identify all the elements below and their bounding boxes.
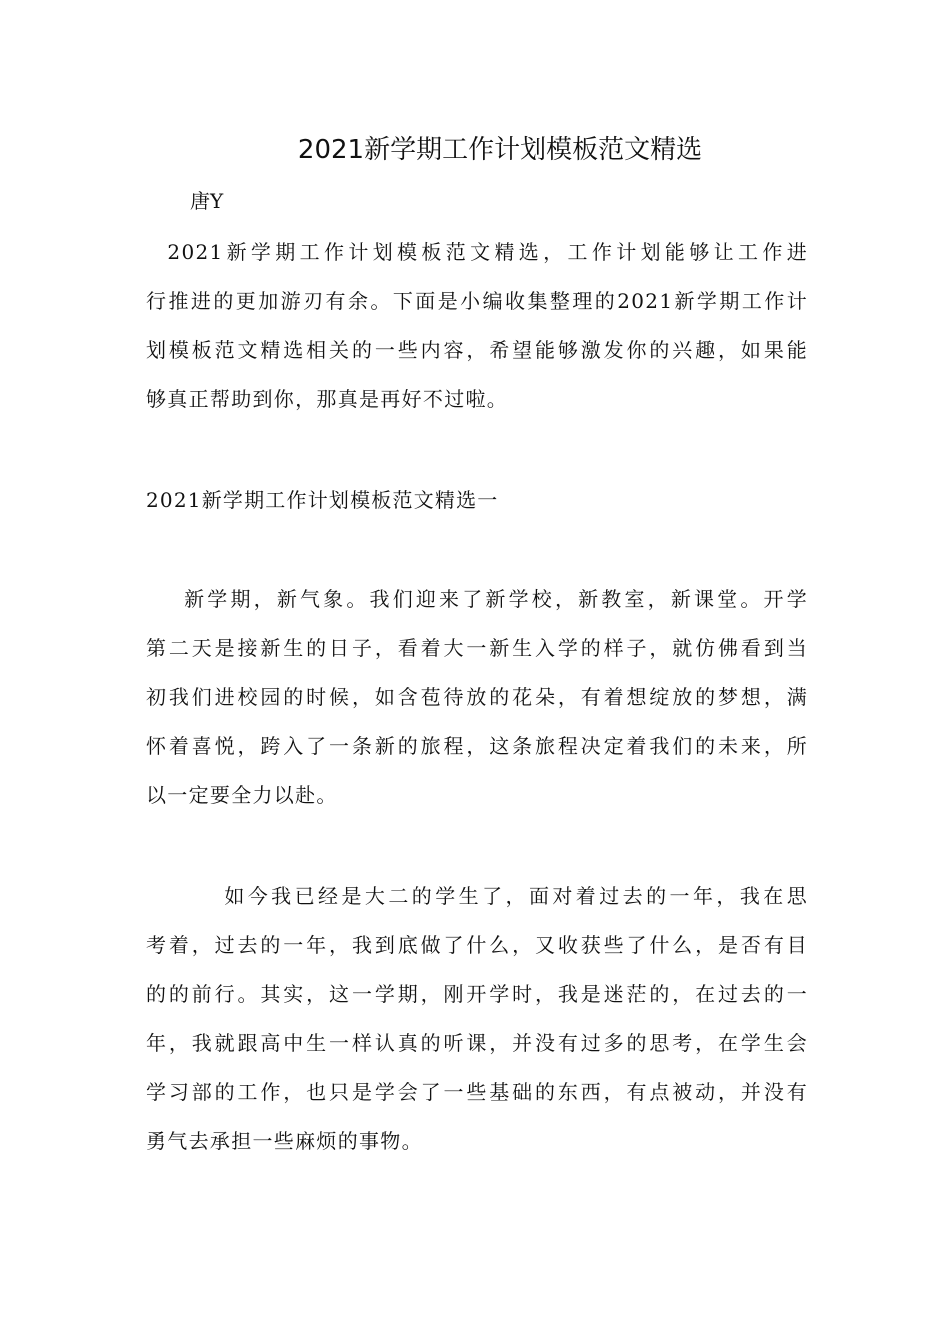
paragraph-line: 勇气去承担一些麻烦的事物。 [146,1129,423,1153]
document-title: 2021新学期工作计划模板范文精选 [297,135,703,165]
body-paragraph-2 [146,872,808,1166]
paragraph-line: 年，我就跟高中生一样认真的听课，并没有过多的思考，在学生会 [146,1031,808,1055]
intro-line: 划模板范文精选相关的一些内容，希望能够激发你的兴趣，如果能 [146,338,808,362]
intro-line: 行推进的更加游刃有余。下面是小编收集整理的2021新学期工作计 [146,289,808,313]
document-author: 唐Y [190,189,224,213]
paragraph-line: 的的前行。其实，这一学期，刚开学时，我是迷茫的，在过去的一 [146,982,808,1006]
paragraph-line: 如今我已经是大二的学生了，面对着过去的一年，我在思 [146,884,808,908]
paragraph-line: 考着，过去的一年，我到底做了什么，又收获些了什么，是否有目 [146,933,808,957]
intro-line: 2021新学期工作计划模板范文精选，工作计划能够让工作进 [146,240,808,264]
section-heading-text: 2021新学期工作计划模板范文精选一 [146,488,499,512]
paragraph-line: 第二天是接新生的日子，看着大一新生入学的样子，就仿佛看到当 [146,636,808,660]
paragraph-line: 以一定要全力以赴。 [146,783,338,807]
paragraph-line: 学习部的工作，也只是学会了一些基础的东西，有点被动，并没有 [146,1080,808,1104]
paragraph-line: 新学期，新气象。我们迎来了新学校，新教室，新课堂。开学 [146,587,808,611]
body-paragraph-1 [146,575,808,820]
section-heading [146,476,808,525]
paragraph-line: 初我们进校园的时候，如含苞待放的花朵，有着想绽放的梦想，满 [146,685,808,709]
intro-line: 够真正帮助到你，那真是再好不过啦。 [146,387,509,411]
intro-paragraph [146,228,808,424]
paragraph-line: 怀着喜悦，跨入了一条新的旅程，这条旅程决定着我们的未来，所 [146,734,808,758]
